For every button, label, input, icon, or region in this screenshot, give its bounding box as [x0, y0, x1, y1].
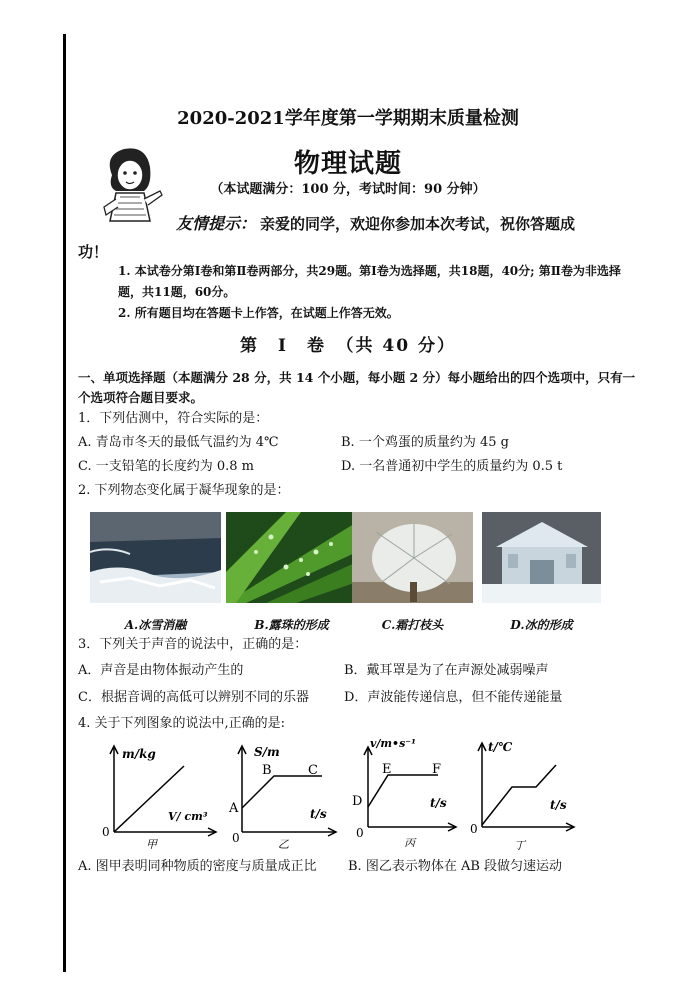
graph-yi-caption: 乙 — [278, 838, 289, 851]
exam-info: （本试题满分：100 分，考试时间：90 分钟） — [210, 182, 486, 197]
graph-bing-point-e: E — [382, 762, 392, 777]
friendly-tip — [176, 211, 575, 234]
graph-yi-point-c: C — [308, 763, 318, 778]
q3-option-c: C．根据音调的高低可以辨别不同的乐器 — [78, 690, 309, 705]
graph-ding-origin: 0 — [470, 822, 478, 836]
graph-bing-caption: 丙 — [404, 837, 415, 847]
graph-ding-xlabel: t/s — [550, 798, 567, 812]
graph-ding — [466, 735, 578, 853]
graph-bing-origin: 0 — [356, 826, 364, 840]
graph-jia-xlabel: V/ cm³ — [168, 810, 208, 823]
graph-yi-line — [242, 776, 322, 808]
tip-label: 友情提示： — [176, 214, 257, 233]
q3-stem: 3．下列关于声音的说法中，正确的是： — [78, 637, 308, 652]
q4-option-a: A. 图甲表明同种物质的密度与质量成正比 — [78, 859, 317, 874]
q1-option-c: C. 一支铅笔的长度约为 0.8 m — [78, 459, 255, 474]
caption-d: D.冰的形成 — [510, 618, 573, 632]
subject-title: 物理试题 — [293, 149, 402, 179]
q4-option-b: B. 图乙表示物体在 AB 段做匀速运动 — [348, 859, 563, 874]
caption-a: A.冰雪消融 — [124, 618, 187, 632]
graph-jia-ylabel: m/kg — [122, 747, 156, 761]
photo-melting-snow — [90, 512, 221, 603]
graph-jia-caption: 甲 — [146, 838, 157, 851]
graph-ding-ylabel: t/℃ — [488, 740, 513, 754]
part1-heading: 一、单项选择题（本题满分 28 分，共 14 个小题，每小题 2 分）每小题给出的四个选项中，只有一个选项符合题目要求。 — [78, 370, 636, 405]
tip-text: 亲爱的同学，欢迎你参加本次考试，祝你答题成 — [260, 215, 576, 233]
graph-yi-ylabel: S/m — [254, 745, 280, 759]
graph-yi — [228, 740, 340, 852]
graph-jia — [100, 740, 220, 852]
instruction-1: 1. 本试卷分第Ⅰ卷和第Ⅱ卷两部分，共29题。第Ⅰ卷为选择题，共18题，40分; 第Ⅱ卷为非选择题，共11题，60分。 — [118, 264, 621, 299]
q3-option-a: A．声音是由物体振动产生的 — [78, 663, 244, 678]
graph-yi-point-b: B — [262, 763, 272, 778]
graph-bing-point-d: D — [352, 794, 363, 809]
graph-yi-xlabel: t/s — [310, 807, 327, 821]
graph-yi-point-a: A — [229, 801, 239, 816]
photo-ice-sculpture — [482, 512, 601, 603]
graph-bing-xlabel: t/s — [430, 796, 447, 810]
graph-bing — [348, 735, 460, 847]
photo-dew-drops — [226, 512, 357, 603]
q1-option-a: A. 青岛市冬天的最低气温约为 4℃ — [78, 435, 279, 450]
graph-jia-origin: 0 — [102, 825, 110, 839]
q1-option-b: B. 一个鸡蛋的质量约为 45 g — [341, 435, 509, 450]
photo-frost-branches — [352, 512, 473, 603]
q4-stem: 4. 关于下列图象的说法中,正确的是: — [78, 716, 286, 731]
caption-c: C.霜打枝头 — [381, 618, 444, 632]
q1-stem: 1．下列估测中，符合实际的是： — [78, 411, 269, 426]
exam-title: 2020-2021学年度第一学期期末质量检测 — [177, 108, 519, 129]
graph-yi-origin: 0 — [232, 831, 240, 845]
section-title: 第 Ⅰ 卷 （共 40 分） — [240, 336, 456, 356]
graph-ding-line — [482, 765, 556, 825]
graph-ding-caption: 丁 — [514, 839, 525, 852]
q3-option-b: B．戴耳罩是为了在声源处减弱噪声 — [344, 663, 549, 678]
graph-bing-point-f: F — [432, 762, 442, 777]
graph-bing-ylabel: v/m•s⁻¹ — [370, 737, 416, 750]
graph-bing-line — [368, 775, 438, 807]
q1-option-d: D. 一名普通初中学生的质量约为 0.5 t — [341, 459, 563, 474]
q2-stem: 2. 下列物态变化属于凝华现象的是： — [78, 483, 290, 498]
q3-option-d: D．声波能传递信息，但不能传递能量 — [344, 690, 563, 705]
instruction-2: 2. 所有题目均在答题卡上作答，在试题上作答无效。 — [118, 306, 399, 320]
caption-b: B.露珠的形成 — [254, 618, 329, 632]
tip-continuation: 功！ — [78, 243, 109, 261]
